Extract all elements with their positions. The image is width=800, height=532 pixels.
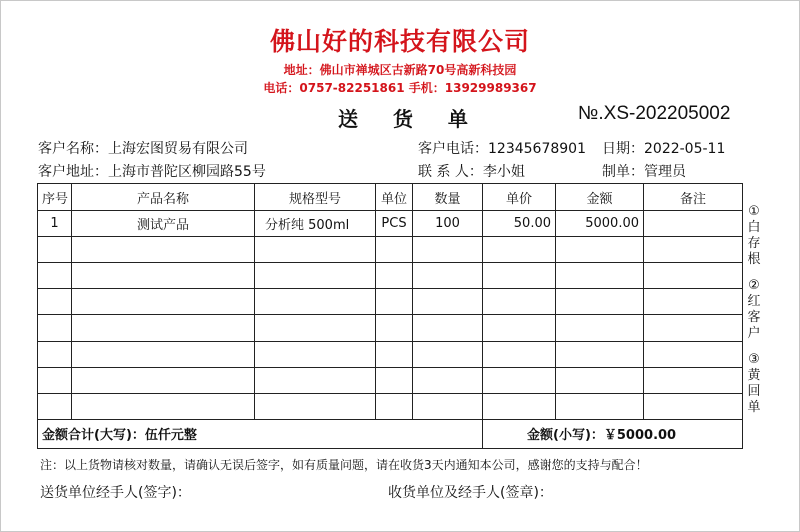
table-row [38,367,743,393]
total-lower-label: 金额(小写)： [527,428,604,444]
total-upper [38,419,483,448]
table-cell [644,289,743,315]
copy-text: 白存根 [747,220,761,267]
total-row [38,419,743,448]
table-cell [376,315,413,341]
table-cell [483,341,556,367]
table-cell: 100 [413,211,483,237]
table-cell [413,237,483,263]
table-cell [413,289,483,315]
table-cell [72,263,255,289]
customer-address-row [38,161,266,181]
footer-note: 注：以上货物请核对数量，请确认无误后签字，如有质量问题，请在收货3天内通知本公司，感谢您的支持与配合！ [40,458,648,472]
table-cell: 1 [38,211,72,237]
copy-text: 红客户 [747,294,761,341]
table-row [38,393,743,419]
table-cell [376,263,413,289]
table-cell [556,289,644,315]
table-cell [255,237,376,263]
contact-person-row [418,161,525,181]
table-row [38,315,743,341]
table-row [38,289,743,315]
company-contact: 电话：0757-82251861 手机：13929989367 [263,81,537,95]
table-cell [413,393,483,419]
customer-address: 上海市普陀区柳园路55号 [108,164,266,180]
table-cell [483,315,556,341]
table-cell [38,341,72,367]
table-header-row [38,184,743,211]
table-cell [376,289,413,315]
customer-name-row [38,138,248,158]
table-cell [255,367,376,393]
customer-phone-row [418,138,586,158]
table-cell [38,315,72,341]
column-header: 产品名称 [72,184,255,211]
copy-number: ① [748,204,760,219]
total-upper-value: 伍仟元整 [144,428,197,444]
copy-label-red [745,278,763,342]
table-cell [38,263,72,289]
table-cell [376,393,413,419]
date-row [602,138,725,158]
table-cell [644,393,743,419]
column-header: 备注 [644,184,743,211]
table-cell [556,315,644,341]
table-cell [255,341,376,367]
column-header: 金额 [556,184,644,211]
table-cell [483,289,556,315]
table-cell [255,263,376,289]
table-cell [556,341,644,367]
customer-phone-label: 客户电话： [418,141,488,157]
table-cell [644,367,743,393]
table-cell [72,341,255,367]
table-cell: 50.00 [483,211,556,237]
sender-signature: 送货单位经手人(签字)： [40,485,191,501]
table-cell [483,393,556,419]
table-row [38,341,743,367]
table-cell [644,341,743,367]
table-cell [644,315,743,341]
table-cell [38,289,72,315]
column-header: 数量 [413,184,483,211]
table-cell [72,289,255,315]
document-title: 送 货 单 [338,107,482,131]
table-cell: 分析纯 500ml [255,211,376,237]
table-row [38,237,743,263]
table-cell [255,393,376,419]
date-value: 2022-05-11 [644,141,726,157]
table-cell: 5000.00 [556,211,644,237]
document-number: №.XS-202205002 [578,103,731,124]
receiver-signature: 收货单位及经手人(签章)： [388,485,553,501]
table-cell [376,341,413,367]
table-cell [556,263,644,289]
table-cell [483,367,556,393]
maker-label: 制单： [602,164,644,180]
table-cell [38,237,72,263]
copy-text: 黄回单 [747,368,761,415]
table-row [38,263,743,289]
table-cell [644,211,743,237]
table-cell [38,393,72,419]
copy-number: ② [748,278,760,293]
table-cell [556,367,644,393]
company-name: 佛山好的科技有限公司 [269,27,530,56]
column-header: 规格型号 [255,184,376,211]
table-cell [72,393,255,419]
table-cell [483,263,556,289]
customer-name-label: 客户名称： [38,141,108,157]
table-cell: 测试产品 [72,211,255,237]
table-cell [255,289,376,315]
date-label: 日期： [602,141,644,157]
table-cell [376,237,413,263]
customer-phone: 12345678901 [488,141,586,157]
table-cell [255,315,376,341]
customer-address-label: 客户地址： [38,164,108,180]
items-table [37,183,743,449]
total-lower [483,419,743,448]
table-cell [644,237,743,263]
table-cell [556,393,644,419]
copy-label-yellow [745,352,763,416]
company-address: 地址：佛山市禅城区古新路70号高新科技园 [283,63,517,77]
table-cell [72,315,255,341]
total-lower-value: ￥5000.00 [603,428,677,444]
table-cell [644,263,743,289]
column-header: 单价 [483,184,556,211]
table-cell [376,367,413,393]
table-cell [38,367,72,393]
contact-person: 李小姐 [482,164,525,180]
table-row [38,211,743,237]
copy-number: ③ [748,352,760,367]
table-cell [413,367,483,393]
table-cell [72,237,255,263]
maker-row [602,161,686,181]
table-cell [483,237,556,263]
column-header: 单位 [376,184,413,211]
table-cell [413,341,483,367]
total-upper-label: 金额合计(大写)： [42,428,145,444]
table-cell: PCS [376,211,413,237]
maker-value: 管理员 [644,164,686,180]
column-header: 序号 [38,184,72,211]
contact-person-label: 联 系 人： [418,164,483,180]
copy-label-white [745,204,763,268]
table-cell [413,263,483,289]
table-cell [556,237,644,263]
customer-name: 上海宏图贸易有限公司 [108,141,248,157]
table-cell [413,315,483,341]
table-cell [72,367,255,393]
